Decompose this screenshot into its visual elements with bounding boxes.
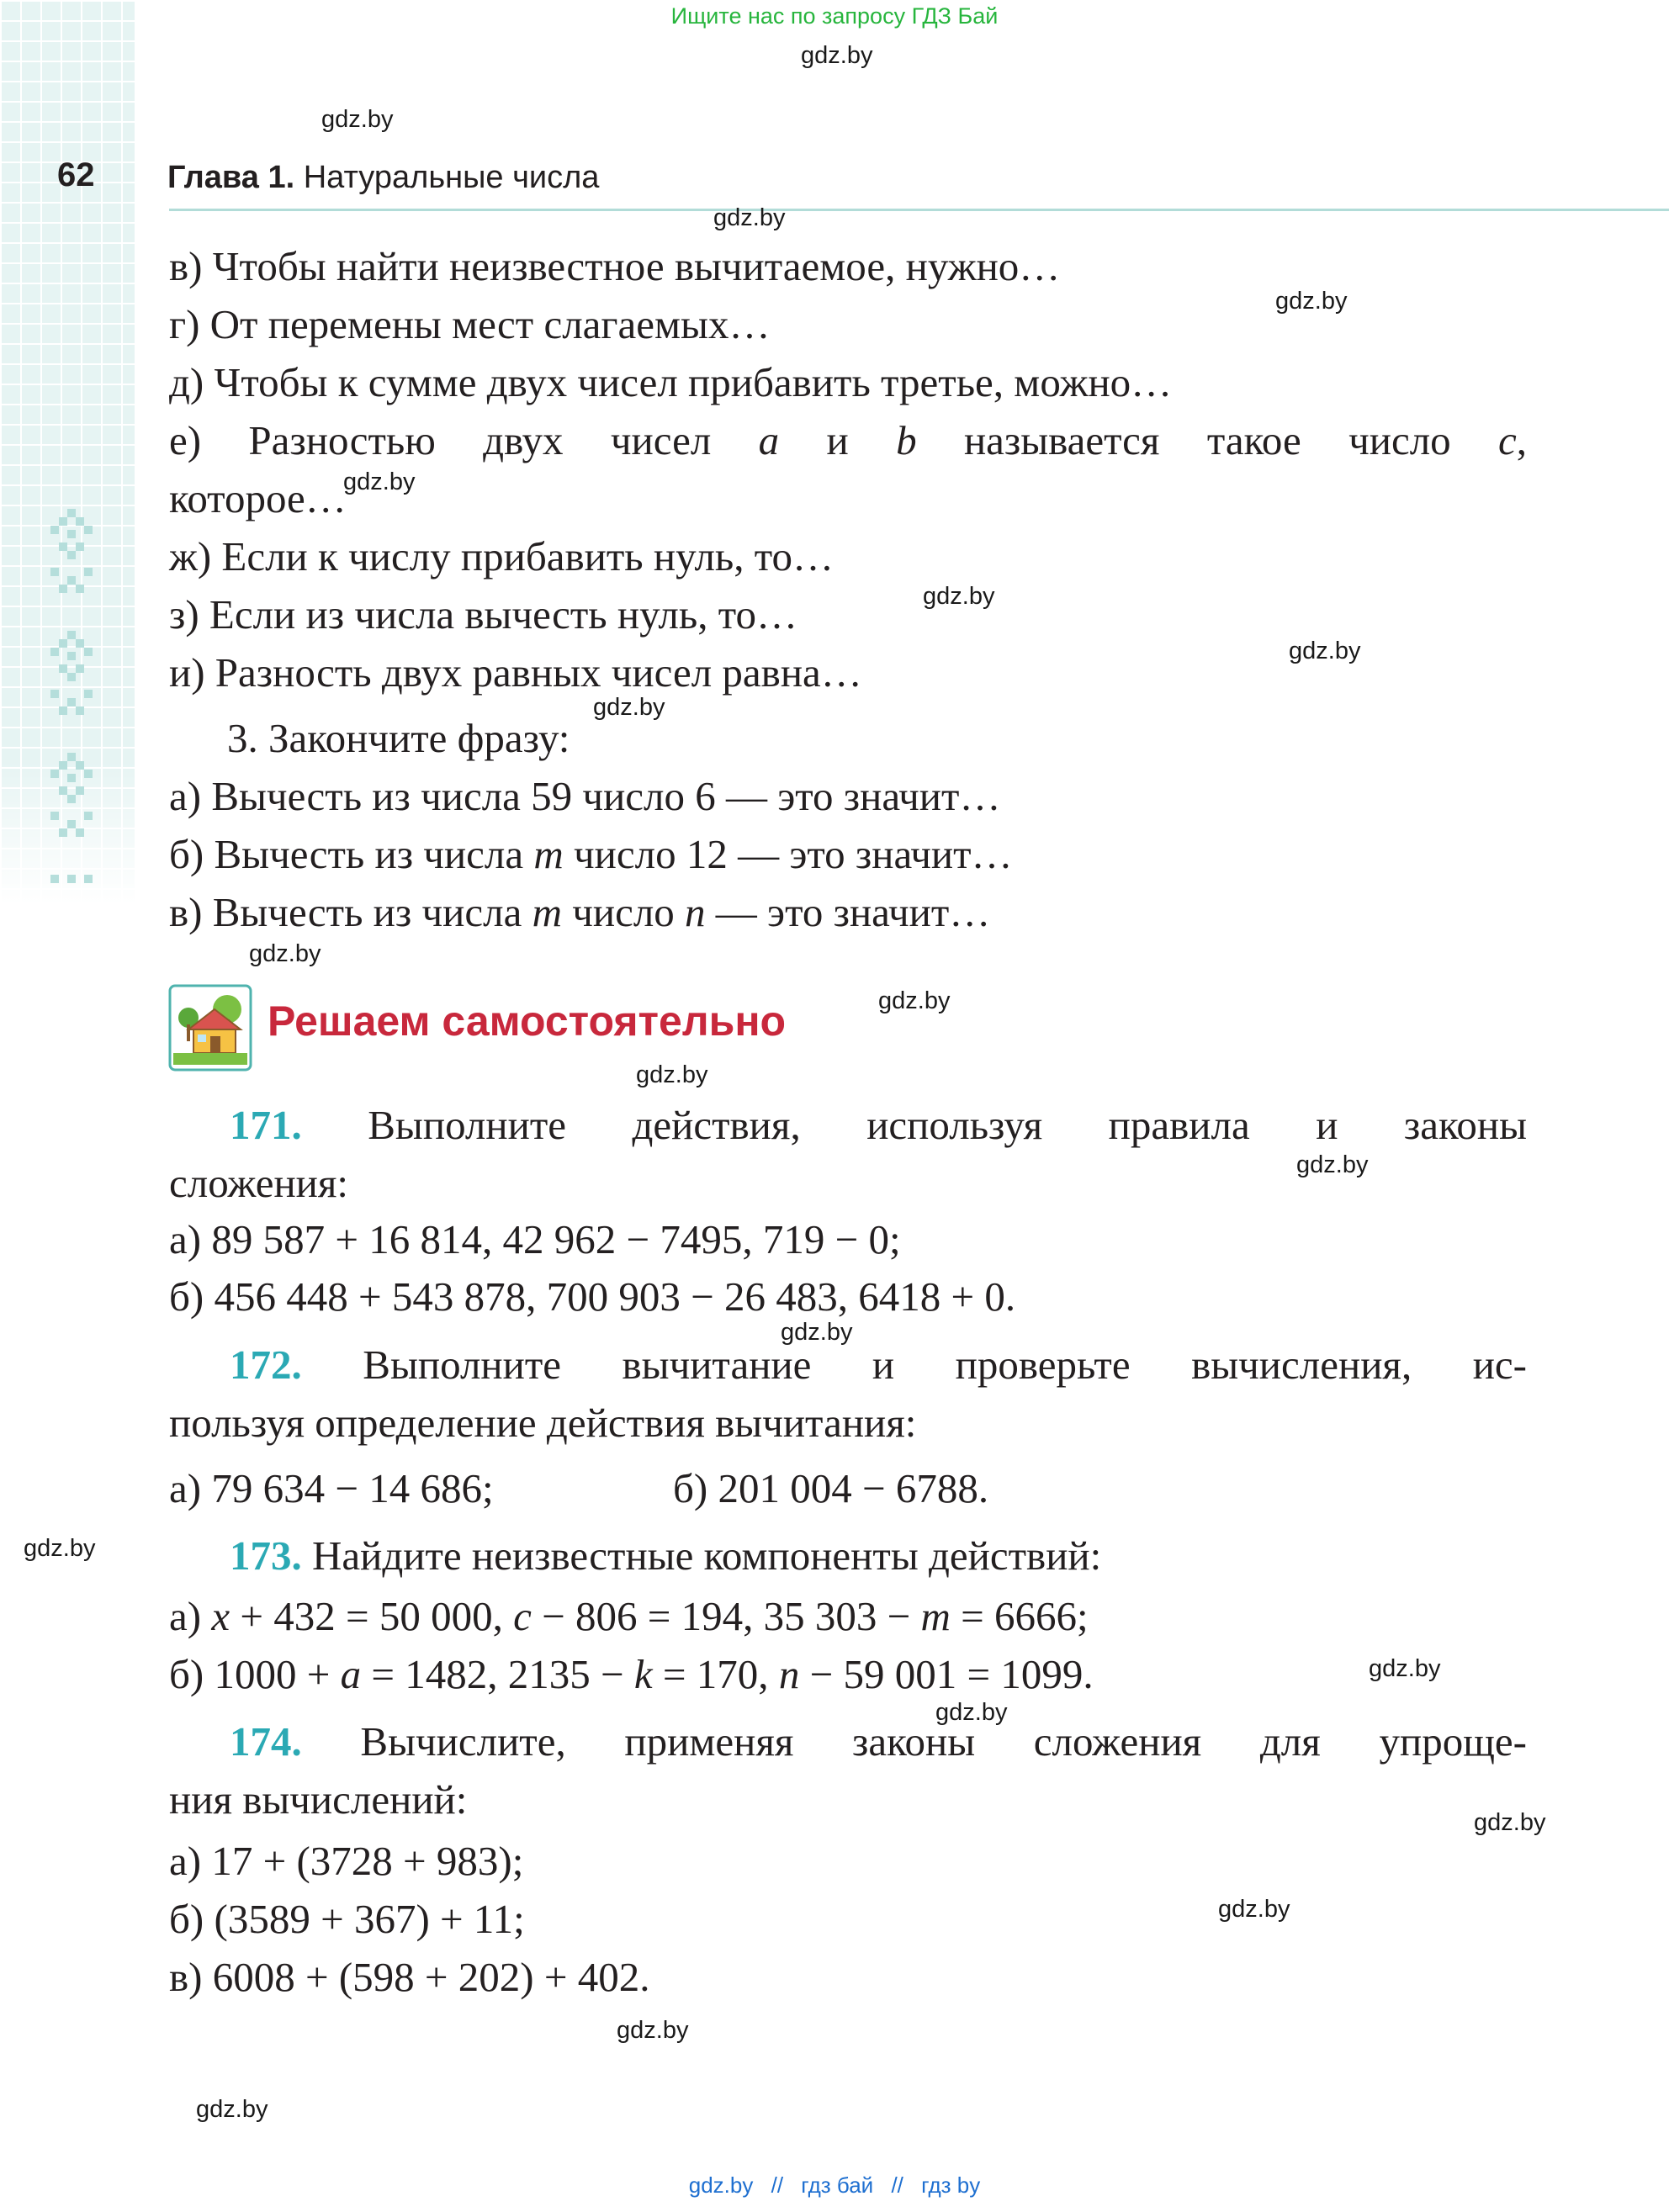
exercise-171-a: а) 89 587 + 16 814, 42 962 − 7495, 719 − 0;	[169, 1216, 901, 1262]
exercise-173: 173. Найдите неизвестные компоненты действий:	[230, 1532, 1102, 1579]
house-icon	[168, 984, 252, 1072]
watermark: gdz.by	[321, 106, 394, 133]
footer-separator: //	[771, 2172, 784, 2198]
watermark: gdz.by	[249, 940, 321, 967]
watermark: gdz.by	[801, 42, 873, 69]
footer	[0, 2172, 1669, 2199]
exercise-172-cont: пользуя определение действия вычитания:	[169, 1400, 917, 1446]
page-number: 62	[57, 156, 95, 193]
list-item-i: и) Разность двух равных чисел равна…	[169, 649, 862, 696]
chapter-heading	[167, 160, 599, 196]
q3-item-a: а) Вычесть из числа 59 число 6 — это значит…	[169, 773, 1001, 819]
exercise-174-a: а) 17 + (3728 + 983);	[169, 1838, 524, 1884]
chapter-label: Глава 1.	[167, 160, 295, 195]
list-item-e: е) Разностью двух чисел a и b называется такое число c,	[169, 417, 1527, 463]
watermark: gdz.by	[1275, 288, 1348, 315]
watermark: gdz.by	[781, 1319, 853, 1346]
exercise-174-b: б) (3589 + 367) + 11;	[169, 1896, 525, 1942]
watermark: gdz.by	[196, 2096, 268, 2123]
exercise-171-cont: сложения:	[169, 1160, 349, 1206]
list-item-g: г) От перемены мест слагаемых…	[169, 301, 771, 347]
watermark: gdz.by	[878, 987, 951, 1014]
watermark: gdz.by	[593, 694, 665, 721]
watermark: gdz.by	[1474, 1809, 1546, 1836]
watermark: gdz.by	[343, 468, 416, 495]
footer-link[interactable]: гдз by	[921, 2172, 981, 2198]
ornament-icon	[46, 505, 105, 900]
exercise-171: 171. Выполните действия, используя правила и законы	[230, 1102, 1527, 1148]
exercise-174-cont: ния вычислений:	[169, 1776, 468, 1823]
exercise-174: 174. Вычислите, применяя законы сложения для упроще-	[230, 1718, 1527, 1765]
question-3: 3. Закончите фразу:	[227, 715, 570, 761]
chapter-title: Натуральные числа	[303, 160, 600, 195]
watermark: gdz.by	[1289, 638, 1361, 664]
footer-link[interactable]: gdz.by	[688, 2172, 754, 2198]
header-rule	[169, 209, 1669, 211]
footer-link[interactable]: гдз бай	[801, 2172, 874, 2198]
watermark: gdz.by	[1369, 1655, 1441, 1682]
q3-item-v: в) Вычесть из числа m число n — это значит…	[169, 889, 991, 935]
footer-separator: //	[891, 2172, 903, 2198]
q3-item-b: б) Вычесть из числа m число 12 — это значит…	[169, 831, 1013, 877]
list-item-zh: ж) Если к числу прибавить нуль, то…	[169, 533, 834, 579]
watermark: gdz.by	[636, 1061, 708, 1088]
exercise-173-a: а) x + 432 = 50 000, c − 806 = 194, 35 303 − m = 6666;	[169, 1593, 1089, 1639]
exercise-172-b: б) 201 004 − 6788.	[673, 1465, 989, 1511]
exercise-172-a: а) 79 634 − 14 686;	[169, 1465, 494, 1511]
watermark: gdz.by	[935, 1699, 1008, 1726]
section-title: Решаем самостоятельно	[268, 998, 787, 1045]
list-item-v: в) Чтобы найти неизвестное вычитаемое, нужно…	[169, 243, 1061, 289]
watermark: gdz.by	[1218, 1896, 1290, 1923]
watermark: gdz.by	[713, 204, 786, 231]
exercise-174-v: в) 6008 + (598 + 202) + 402.	[169, 1954, 650, 2000]
watermark: gdz.by	[24, 1535, 96, 1562]
watermark: gdz.by	[617, 2017, 689, 2044]
watermark: gdz.by	[923, 583, 995, 610]
list-item-d: д) Чтобы к сумме двух чисел прибавить третье, можно…	[169, 359, 1173, 405]
exercise-171-b: б) 456 448 + 543 878, 700 903 − 26 483, 6418 + 0.	[169, 1273, 1016, 1320]
list-item-z: з) Если из числа вычесть нуль, то…	[169, 591, 797, 638]
top-banner-link[interactable]: Ищите нас по запросу ГДЗ Бай	[670, 3, 999, 29]
exercise-173-b: б) 1000 + a = 1482, 2135 − k = 170, n − 59 001 = 1099.	[169, 1651, 1094, 1697]
watermark: gdz.by	[1296, 1151, 1369, 1178]
exercise-172: 172. Выполните вычитание и проверьте вычисления, ис-	[230, 1341, 1527, 1388]
list-item-e-cont: которое…	[169, 475, 347, 521]
